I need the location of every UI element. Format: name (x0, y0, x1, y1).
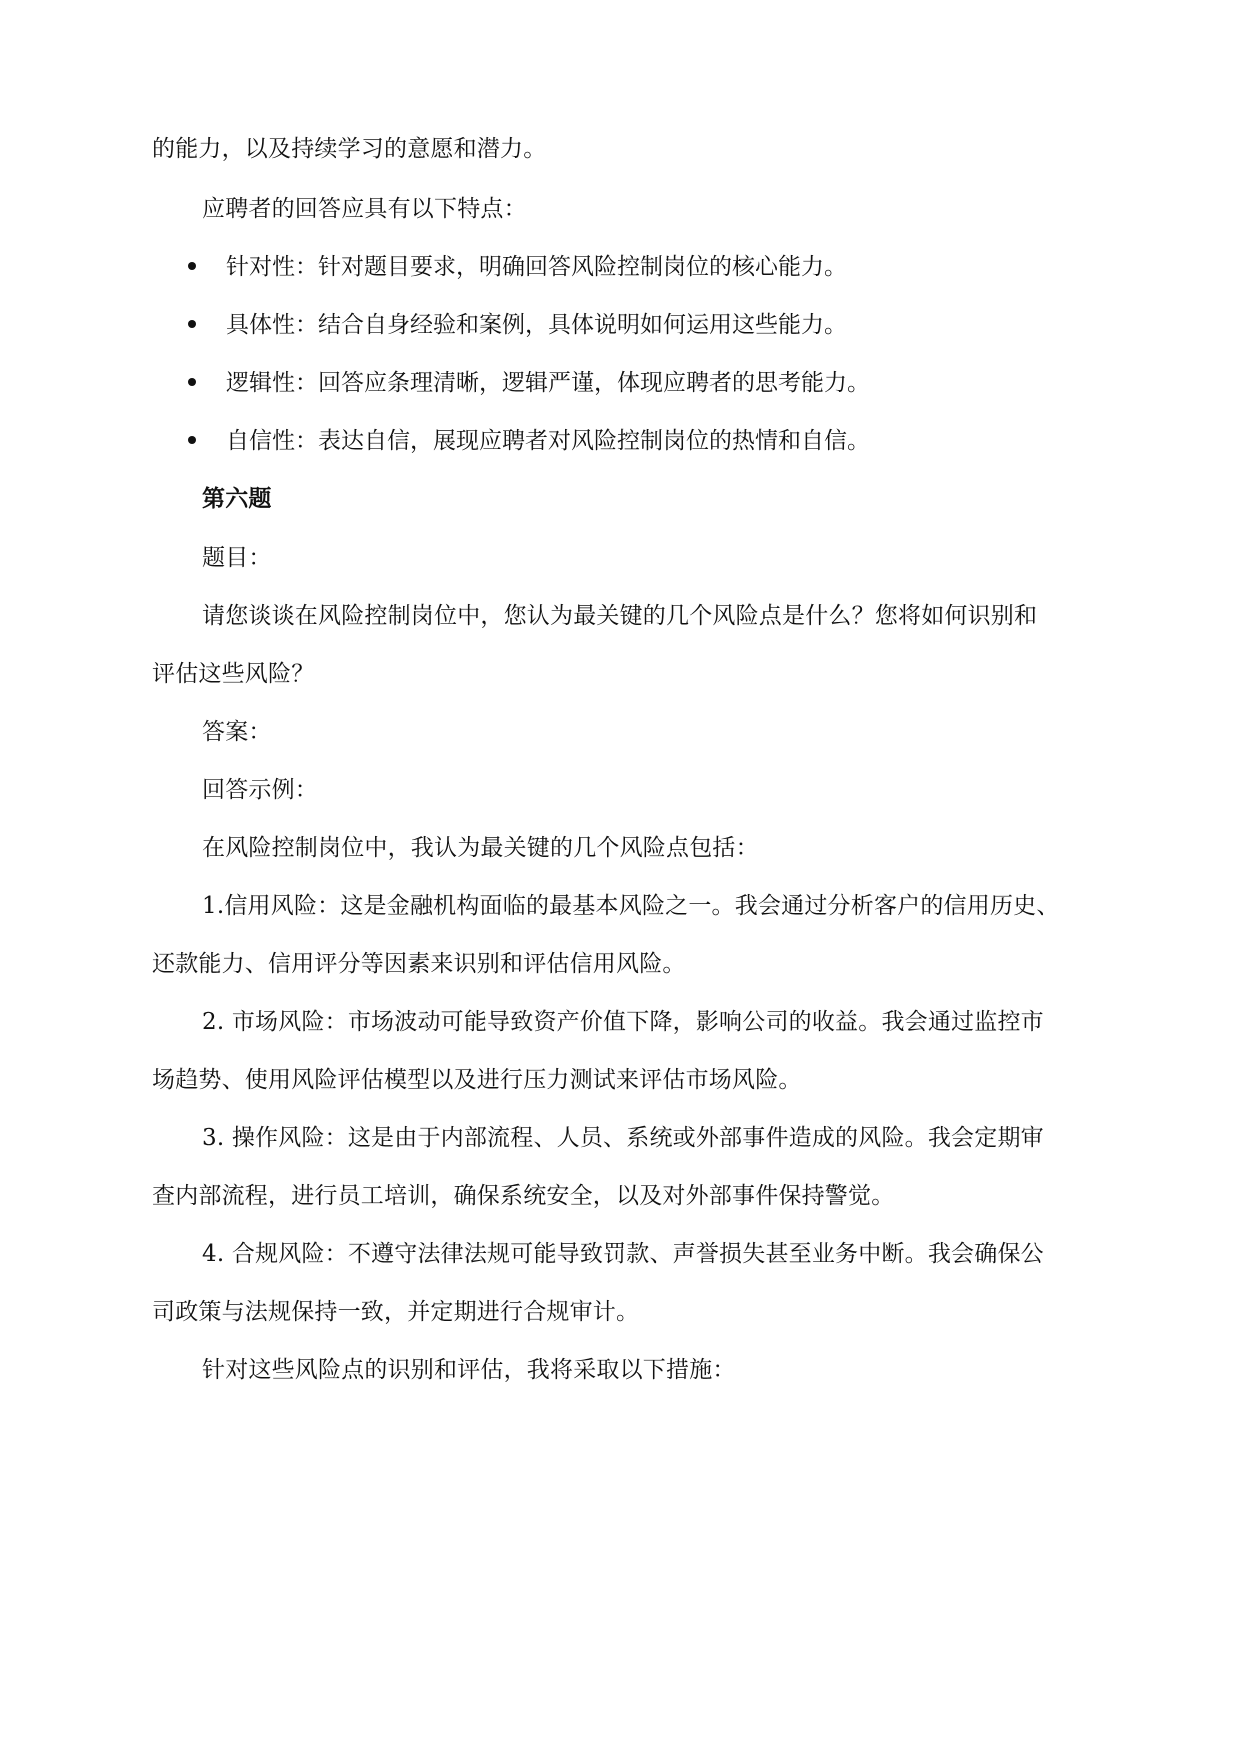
bullet-icon (188, 320, 196, 328)
question-line-1: 请您谈谈在风险控制岗位中，您认为最关键的几个风险点是什么？您将如何识别和 (202, 603, 1038, 629)
risk-item-2-line-1: 2. 市场风险：市场波动可能导致资产价值下降，影响公司的收益。我会通过监控市 (202, 1009, 1044, 1035)
list-item-text: 具体性：结合自身经验和案例，具体说明如何运用这些能力。 (226, 312, 847, 338)
question-label: 题目： (202, 545, 272, 571)
bullet-icon (188, 378, 196, 386)
bullet-icon (188, 436, 196, 444)
section-title: 第六题 (202, 485, 272, 512)
list-item-text: 自信性：表达自信，展现应聘者对风险控制岗位的热情和自信。 (226, 428, 870, 454)
list-item (188, 310, 847, 340)
list-item (188, 368, 870, 398)
list-item (188, 252, 847, 282)
risk-item-3-line-2: 查内部流程，进行员工培训，确保系统安全，以及对外部事件保持警觉。 (152, 1183, 895, 1209)
risk-item-1-line-2: 还款能力、信用评分等因素来识别和评估信用风险。 (152, 951, 686, 977)
risk-item-2-line-2: 场趋势、使用风险评估模型以及进行压力测试来评估市场风险。 (152, 1067, 802, 1093)
paragraph-traits-intro: 应聘者的回答应具有以下特点： (202, 196, 527, 222)
risk-intro: 在风险控制岗位中，我认为最关键的几个风险点包括： (202, 835, 759, 861)
answer-label: 答案： (202, 719, 272, 745)
measures-intro: 针对这些风险点的识别和评估，我将采取以下措施： (202, 1357, 736, 1383)
risk-item-1-line-1: 1.信用风险：这是金融机构面临的最基本风险之一。我会通过分析客户的信用历史、 (202, 893, 1060, 919)
bullet-icon (188, 262, 196, 270)
paragraph-intro-tail: 的能力，以及持续学习的意愿和潜力。 (152, 136, 547, 162)
list-item-text: 针对性：针对题目要求，明确回答风险控制岗位的核心能力。 (226, 254, 847, 280)
list-item-text: 逻辑性：回答应条理清晰，逻辑严谨，体现应聘者的思考能力。 (226, 370, 870, 396)
list-item (188, 426, 870, 456)
risk-item-3-line-1: 3. 操作风险：这是由于内部流程、人员、系统或外部事件造成的风险。我会定期审 (202, 1125, 1044, 1151)
example-label: 回答示例： (202, 777, 318, 803)
risk-item-4-line-2: 司政策与法规保持一致，并定期进行合规审计。 (152, 1299, 640, 1325)
question-line-2: 评估这些风险？ (152, 661, 315, 687)
risk-item-4-line-1: 4. 合规风险：不遵守法律法规可能导致罚款、声誉损失甚至业务中断。我会确保公 (202, 1241, 1044, 1267)
